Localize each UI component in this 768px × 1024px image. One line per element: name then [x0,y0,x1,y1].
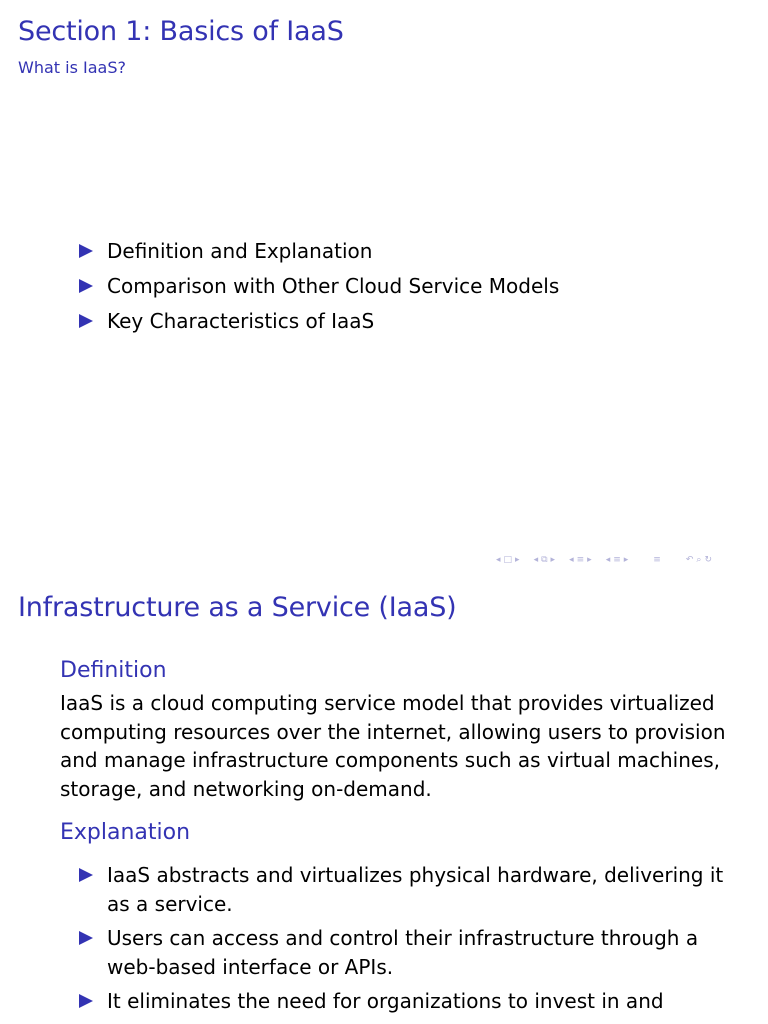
list-item-line: Users can access and control their infrastructure through a [107,926,699,950]
definition-line: computing resources over the internet, allowing users to provision [60,719,726,744]
list-item-line: as a service. [107,891,233,916]
list-item [79,307,559,336]
definition-line: and manage infrastructure components such as virtual machines, [60,748,720,772]
section-nav-icon[interactable]: ≡ [613,555,621,565]
nav-right-arrow-icon[interactable]: ▸ [550,555,556,565]
back-icon[interactable]: ↶ [685,555,694,565]
nav-left-arrow-icon[interactable]: ◂ [496,555,501,565]
frame-nav-icon[interactable]: ⧉ [541,555,548,565]
definition-line: IaaS is a cloud computing service model that provides virtualized [60,691,715,715]
list-item [79,861,724,918]
triangle-bullet-icon [79,994,93,1008]
nav-left-arrow-icon[interactable]: ◂ [533,555,539,565]
outline-icon[interactable]: ≡ [653,555,661,565]
nav-right-arrow-icon[interactable]: ▸ [515,555,520,565]
definition-line: storage, and networking on-demand. [60,776,432,801]
beamer-navigation-bar [496,553,712,567]
nav-right-arrow-icon[interactable]: ▸ [587,555,592,565]
explanation-heading: Explanation [60,820,191,845]
list-item-text: Comparison with Other Cloud Service Models [107,274,560,298]
nav-left-arrow-icon[interactable]: ◂ [605,555,611,565]
explanation-list [79,861,724,1022]
definition-body [60,689,726,803]
list-item [79,237,559,266]
nav-right-arrow-icon[interactable]: ▸ [623,555,629,565]
list-item-line: web-based interface or APIs. [107,954,394,979]
triangle-bullet-icon [79,314,93,328]
frame-title: Section 1: Basics of IaaS [18,16,344,47]
outline-list [79,237,559,342]
list-item-text: Key Characteristics of IaaS [107,309,375,333]
triangle-bullet-icon [79,931,93,945]
list-item-line: IaaS abstracts and virtualizes physical hardware, delivering it [107,863,724,887]
list-item-text: Definition and Explanation [107,239,373,263]
forward-icon[interactable]: ↻ [704,555,712,565]
triangle-bullet-icon [79,244,93,258]
nav-left-arrow-icon[interactable]: ◂ [569,555,574,565]
list-item [79,987,709,1016]
frame-subtitle: What is IaaS? [18,58,126,77]
triangle-bullet-icon [79,868,93,882]
subsection-nav-icon[interactable]: ≡ [576,555,585,565]
list-item-line: It eliminates the need for organizations to invest in and [107,989,664,1013]
slide-nav-icon[interactable]: □ [503,555,513,565]
slide-iaas-definition [0,576,768,1024]
list-item [79,924,709,981]
list-item [79,272,559,301]
search-icon[interactable]: ⌕ [696,555,702,565]
triangle-bullet-icon [79,279,93,293]
definition-heading: Definition [60,658,167,683]
frame-title: Infrastructure as a Service (IaaS) [18,592,457,623]
